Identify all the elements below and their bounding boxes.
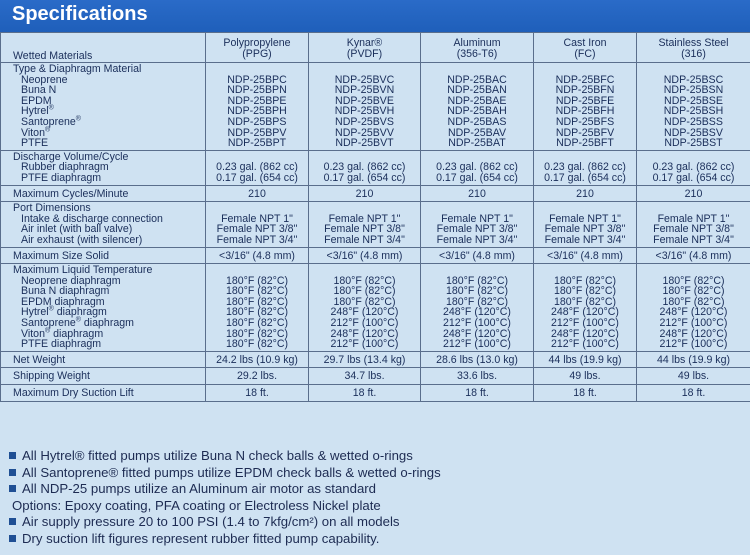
spec-row-label	[13, 235, 205, 246]
spec-value-cell	[637, 202, 750, 247]
registered-mark: ®	[75, 316, 81, 324]
note-text: All NDP-25 pumps utilize an Aluminum air motor as standard	[22, 481, 377, 497]
column-name: Polypropylene	[223, 37, 291, 49]
square-bullet-icon	[9, 469, 16, 476]
spec-value: 28.6 lbs (13.0 kg)	[436, 353, 518, 366]
spec-value: NDP-25BVT	[335, 137, 394, 150]
spec-value: 0.23 gal. (862 cc)	[216, 161, 298, 174]
spec-value: 248°F (120°C)	[659, 327, 728, 340]
spec-group-title: Maximum Size Solid	[13, 249, 109, 262]
spec-row-label-text: PTFE diaphragm	[21, 338, 102, 351]
spec-value: NDP-25BAT	[448, 137, 506, 150]
spec-value: NDP-25BAS	[447, 115, 507, 128]
spec-value: 0.17 gal. (654 cc)	[436, 171, 518, 184]
spec-label-cell	[1, 264, 206, 352]
spec-value: 180°F (82°C)	[225, 306, 289, 319]
spec-value-cell	[309, 368, 421, 385]
spec-label-cell	[1, 385, 206, 402]
spec-value: NDP-25BVH	[334, 105, 395, 118]
spec-value: 0.23 gal. (862 cc)	[652, 161, 735, 174]
spec-value: 248°F (120°C)	[443, 306, 511, 319]
spec-row-label-text: PTFE diaphragm	[21, 171, 102, 184]
column-name: Kynar®	[346, 37, 383, 49]
spec-row-label-text: Air exhaust (with silencer)	[21, 233, 143, 246]
spec-value: 212°F (100°C)	[443, 317, 511, 330]
spec-value: NDP-25BFH	[555, 105, 615, 118]
spec-value-cell	[421, 385, 534, 402]
spec-value: 180°F (82°C)	[225, 327, 289, 340]
spec-value: 0.23 gal. (862 cc)	[323, 161, 406, 174]
spec-value-cell	[534, 202, 637, 247]
note-item	[0, 465, 750, 482]
spec-value: NDP-25BAN	[447, 84, 507, 97]
note-text: All Santoprene® fitted pumps utilize EPDM check balls & wetted o-rings	[22, 464, 441, 480]
spec-group-row	[1, 368, 750, 385]
square-bullet-icon	[9, 518, 16, 525]
spec-value-cell	[421, 351, 534, 368]
spec-row-label-text: Viton	[21, 327, 45, 340]
spec-value-spacer	[206, 64, 308, 75]
column-sub: (356-T6)	[456, 47, 498, 60]
spec-value: 180°F (82°C)	[225, 338, 289, 351]
spec-value: NDP-25BPH	[227, 105, 287, 118]
column-name: Aluminum	[453, 37, 501, 49]
spec-group-row	[1, 351, 750, 368]
spec-value: 210	[468, 187, 486, 200]
spec-row-label-text: Santoprene	[21, 317, 76, 330]
registered-mark: ®	[75, 115, 81, 123]
spec-value: 24.2 lbs (10.9 kg)	[216, 353, 298, 366]
spec-value-cell	[637, 63, 750, 151]
spec-value: Female NPT 3/8"	[216, 223, 298, 236]
spec-value: 29.2 lbs.	[236, 370, 278, 383]
spec-value-cell	[206, 368, 309, 385]
spec-value-spacer	[534, 64, 636, 75]
spec-value: 180°F (82°C)	[662, 274, 725, 287]
spec-value-cell	[637, 247, 750, 264]
spec-value: 180°F (82°C)	[333, 274, 396, 287]
spec-value-cell	[206, 385, 309, 402]
spec-value: 0.17 gal. (654 cc)	[216, 171, 298, 184]
spec-value-cell	[309, 185, 421, 202]
spec-value: NDP-25BSE	[664, 94, 723, 107]
spec-value: NDP-25BPN	[227, 84, 287, 97]
spec-value: NDP-25BSC	[663, 73, 724, 86]
spec-value: NDP-25BAE	[447, 94, 507, 107]
spec-value-cell	[421, 247, 534, 264]
spec-value: 212°F (100°C)	[330, 338, 399, 351]
column-sub: (PVDF)	[346, 47, 383, 60]
spec-label-cell	[1, 247, 206, 264]
spec-value: 212°F (100°C)	[443, 338, 511, 351]
note-text: Options: Epoxy coating, PFA coating or Electroless Nickel plate	[12, 497, 381, 513]
spec-value-cell	[309, 150, 421, 185]
spec-row-label-text: Air inlet (with ball valve)	[21, 223, 133, 236]
spec-value: 212°F (100°C)	[551, 338, 619, 351]
spec-value-cell	[421, 63, 534, 151]
spec-group-title: Discharge Volume/Cycle	[13, 150, 129, 163]
spec-value: <3/16" (4.8 mm)	[547, 249, 623, 262]
spec-row-label-text: PTFE	[21, 137, 49, 150]
spec-row-label-text: EPDM	[21, 94, 52, 107]
spec-value: <3/16" (4.8 mm)	[326, 249, 403, 262]
spec-value: NDP-25BSS	[664, 115, 723, 128]
spec-group-title: Type & Diaphragm Material	[13, 63, 142, 75]
page-title: Specifications	[12, 3, 148, 25]
column-sub: (FC)	[574, 47, 596, 60]
spec-value: 0.23 gal. (862 cc)	[436, 161, 518, 174]
spec-group-row	[1, 247, 750, 264]
wetted-label-text: Wetted Materials	[13, 50, 93, 63]
spec-value: NDP-25BPS	[227, 115, 287, 128]
spec-value: 180°F (82°C)	[225, 317, 289, 330]
spec-value-cell	[534, 264, 637, 352]
column-header-stainless	[637, 33, 750, 63]
spec-value: Female NPT 3/4"	[653, 233, 734, 246]
spec-value: Female NPT 1"	[549, 212, 621, 225]
spec-value-cell	[534, 385, 637, 402]
column-header-ppg	[206, 33, 309, 63]
spec-value: 18 ft.	[245, 387, 269, 400]
spec-label-cell	[1, 63, 206, 151]
spec-value: 0.17 gal. (654 cc)	[544, 171, 626, 184]
spec-row-label	[13, 339, 205, 350]
spec-value-cell	[206, 247, 309, 264]
column-header-cast-iron	[534, 33, 637, 63]
spec-value: 248°F (120°C)	[659, 306, 728, 319]
note-item	[0, 481, 750, 498]
note-item	[0, 448, 750, 465]
spec-value: 180°F (82°C)	[662, 285, 725, 298]
registered-mark: ®	[48, 104, 54, 112]
spec-value: 18 ft.	[465, 387, 489, 400]
spec-value-cell	[206, 150, 309, 185]
spec-label-cell	[1, 202, 206, 247]
spec-group-title: Port Dimensions	[13, 202, 91, 215]
spec-row-label-text: Santoprene	[21, 115, 76, 128]
spec-group-title: Net Weight	[13, 353, 66, 366]
spec-value: 180°F (82°C)	[333, 295, 396, 308]
spec-value: 180°F (82°C)	[553, 274, 617, 287]
spec-value: 248°F (120°C)	[330, 327, 399, 340]
spec-value: NDP-25BVN	[334, 84, 395, 97]
square-bullet-icon	[9, 485, 16, 492]
spec-group-row	[1, 264, 750, 352]
spec-value-spacer	[421, 64, 533, 75]
spec-value-cell	[534, 247, 637, 264]
spec-value-cell	[534, 150, 637, 185]
spec-value: NDP-25BVE	[335, 94, 394, 107]
spec-value-cell	[421, 185, 534, 202]
spec-value: 210	[576, 187, 594, 200]
spec-value: 49 lbs.	[677, 370, 710, 383]
registered-mark: ®	[44, 126, 51, 134]
spec-row-label-text: Buna N diaphragm	[21, 285, 110, 298]
spec-value-cell	[637, 264, 750, 352]
spec-value-cell	[637, 351, 750, 368]
spec-value-cell	[637, 150, 750, 185]
spec-value-spacer	[309, 64, 420, 75]
spec-group-title: Maximum Dry Suction Lift	[13, 387, 134, 400]
spec-value: 0.17 gal. (654 cc)	[652, 171, 735, 184]
registered-mark: ®	[44, 327, 51, 335]
notes-list	[0, 448, 750, 548]
spec-value-cell	[206, 264, 309, 352]
spec-value-cell	[309, 385, 421, 402]
spec-value: NDP-25BFS	[555, 115, 615, 128]
spec-value: Female NPT 3/4"	[436, 233, 518, 246]
spec-label-cell	[1, 368, 206, 385]
spec-value: 33.6 lbs.	[456, 370, 498, 383]
spec-value: 180°F (82°C)	[225, 285, 289, 298]
spec-row-label-text: Buna N	[21, 84, 57, 97]
table-body	[1, 33, 750, 402]
spec-value: Female NPT 3/4"	[544, 233, 626, 246]
spec-row-label-suffix: diaphragm	[53, 306, 107, 319]
spec-value: NDP-25BPT	[227, 137, 287, 150]
registered-mark: ®	[48, 305, 54, 313]
spec-value: 29.7 lbs (13.4 kg)	[323, 353, 406, 366]
spec-value-cell	[421, 368, 534, 385]
spec-value: Female NPT 3/8"	[544, 223, 626, 236]
spec-value: 180°F (82°C)	[225, 274, 289, 287]
spec-row-label-suffix: diaphragm	[80, 317, 134, 330]
column-sub: (316)	[681, 47, 706, 60]
note-text: Air supply pressure 20 to 100 PSI (1.4 to 7kfg/cm²) on all models	[22, 514, 400, 530]
column-header-aluminum	[421, 33, 534, 63]
spec-value: Female NPT 1"	[328, 212, 401, 225]
spec-value-spacer	[637, 64, 750, 75]
specifications-table-wrap	[0, 32, 750, 402]
spec-value: NDP-25BPC	[227, 73, 287, 86]
note-continuation	[0, 498, 750, 515]
note-item	[0, 531, 750, 548]
spec-value-cell	[206, 63, 309, 151]
spec-value: Female NPT 1"	[221, 212, 293, 225]
spec-row-label-text: EPDM diaphragm	[21, 295, 105, 308]
spec-row-label	[13, 173, 205, 184]
spec-value: NDP-25BST	[664, 137, 723, 150]
spec-value: 34.7 lbs.	[344, 370, 385, 383]
spec-value: 248°F (120°C)	[551, 306, 619, 319]
spec-group-title: Shipping Weight	[13, 370, 90, 383]
spec-value-cell	[206, 185, 309, 202]
spec-group-row	[1, 63, 750, 151]
wetted-materials-label	[1, 33, 206, 63]
spec-value: 18 ft.	[352, 387, 377, 400]
spec-value: Female NPT 3/8"	[653, 223, 734, 236]
spec-value: 18 ft.	[681, 387, 706, 400]
spec-group-row	[1, 202, 750, 247]
spec-value: NDP-25BSV	[664, 126, 723, 139]
spec-value: 180°F (82°C)	[553, 285, 617, 298]
spec-value: NDP-25BSN	[663, 84, 724, 97]
spec-value: 212°F (100°C)	[659, 338, 728, 351]
spec-value: 180°F (82°C)	[553, 295, 617, 308]
spec-value-cell	[637, 385, 750, 402]
spec-group-row	[1, 150, 750, 185]
spec-value: NDP-25BFE	[555, 94, 615, 107]
spec-value: 212°F (100°C)	[551, 317, 619, 330]
spec-value: Female NPT 3/8"	[436, 223, 518, 236]
column-name: Stainless Steel	[658, 37, 729, 49]
spec-row-label-text: Hytrel	[21, 105, 49, 118]
spec-value-cell	[309, 351, 421, 368]
spec-value: 180°F (82°C)	[662, 295, 725, 308]
note-item	[0, 514, 750, 531]
spec-value: 0.23 gal. (862 cc)	[544, 161, 626, 174]
spec-label-cell	[1, 150, 206, 185]
column-name: Cast Iron	[563, 37, 607, 49]
spec-value: 18 ft.	[573, 387, 597, 400]
spec-value: <3/16" (4.8 mm)	[655, 249, 732, 262]
spec-group-title: Maximum Cycles/Minute	[13, 187, 129, 200]
spec-value-cell	[421, 202, 534, 247]
spec-value: 248°F (120°C)	[330, 306, 399, 319]
column-header-pvdf	[309, 33, 421, 63]
spec-row-label-text: Neoprene diaphragm	[21, 274, 121, 287]
spec-value: Female NPT 3/4"	[216, 233, 298, 246]
spec-value-cell	[534, 351, 637, 368]
spec-row-label-text: Rubber diaphragm	[21, 161, 109, 174]
spec-value-cell	[309, 63, 421, 151]
spec-value-cell	[309, 202, 421, 247]
spec-value: NDP-25BFC	[555, 73, 615, 86]
spec-value: Female NPT 3/8"	[324, 223, 405, 236]
spec-value: 210	[248, 187, 266, 200]
spec-value-cell	[206, 351, 309, 368]
spec-value-cell	[421, 150, 534, 185]
specifications-table	[0, 32, 750, 402]
spec-value: NDP-25BSH	[663, 105, 724, 118]
spec-group-title: Maximum Liquid Temperature	[13, 264, 153, 277]
spec-value: 180°F (82°C)	[225, 295, 289, 308]
spec-row-label-text: Hytrel	[21, 306, 49, 319]
header-row	[1, 33, 750, 63]
spec-value: NDP-25BFV	[555, 126, 615, 139]
spec-value: 180°F (82°C)	[445, 295, 509, 308]
spec-value: 0.17 gal. (654 cc)	[323, 171, 406, 184]
spec-value: NDP-25BPV	[227, 126, 287, 139]
spec-value-cell	[309, 247, 421, 264]
spec-row-label-text: Neoprene	[21, 73, 68, 86]
spec-value: 49 lbs.	[569, 370, 601, 383]
specifications-header	[0, 0, 750, 32]
spec-value: NDP-25BFN	[555, 84, 615, 97]
spec-value: 248°F (120°C)	[551, 327, 619, 340]
spec-value: NDP-25BAC	[447, 73, 507, 86]
spec-value: 212°F (100°C)	[659, 317, 728, 330]
spec-row-label-text: Viton	[21, 126, 45, 139]
note-text: All Hytrel® fitted pumps utilize Buna N check balls & wetted o-rings	[22, 448, 413, 463]
spec-value: Female NPT 3/4"	[324, 233, 405, 246]
square-bullet-icon	[9, 452, 16, 459]
spec-value: 180°F (82°C)	[445, 285, 509, 298]
spec-value: Female NPT 1"	[657, 212, 730, 225]
spec-row-label-text: Intake & discharge connection	[21, 212, 163, 225]
spec-value-cell	[637, 185, 750, 202]
spec-value: 248°F (120°C)	[443, 327, 511, 340]
spec-value: Female NPT 1"	[441, 212, 513, 225]
spec-value-cell	[534, 368, 637, 385]
spec-value: 44 lbs (19.9 kg)	[656, 353, 731, 366]
spec-row-label-suffix: diaphragm	[50, 327, 104, 340]
spec-value: 212°F (100°C)	[330, 317, 399, 330]
note-text: Dry suction lift figures represent rubber fitted pump capability.	[22, 530, 380, 546]
spec-value: <3/16" (4.8 mm)	[439, 249, 515, 262]
spec-group-row	[1, 385, 750, 402]
spec-value: NDP-25BVS	[335, 115, 394, 128]
square-bullet-icon	[9, 535, 16, 542]
spec-value: NDP-25BPE	[227, 94, 287, 107]
spec-value-cell	[309, 264, 421, 352]
spec-value: <3/16" (4.8 mm)	[219, 249, 295, 262]
spec-value-cell	[421, 264, 534, 352]
column-sub: (PPG)	[242, 47, 272, 60]
spec-value-cell	[534, 63, 637, 151]
spec-value: NDP-25BFT	[556, 137, 614, 150]
spec-value-cell	[534, 185, 637, 202]
spec-label-cell	[1, 185, 206, 202]
spec-label-cell	[1, 351, 206, 368]
spec-value: NDP-25BAV	[447, 126, 507, 139]
spec-value: 180°F (82°C)	[333, 285, 396, 298]
spec-row-label	[13, 138, 205, 149]
spec-value: 210	[684, 187, 703, 200]
spec-value: 44 lbs (19.9 kg)	[548, 353, 622, 366]
spec-value: NDP-25BVC	[334, 73, 395, 86]
spec-group-row	[1, 185, 750, 202]
spec-value: NDP-25BVV	[335, 126, 394, 139]
spec-value: 210	[355, 187, 374, 200]
spec-value-cell	[637, 368, 750, 385]
spec-value: NDP-25BAH	[447, 105, 507, 118]
spec-value: 180°F (82°C)	[445, 274, 509, 287]
spec-value-cell	[206, 202, 309, 247]
